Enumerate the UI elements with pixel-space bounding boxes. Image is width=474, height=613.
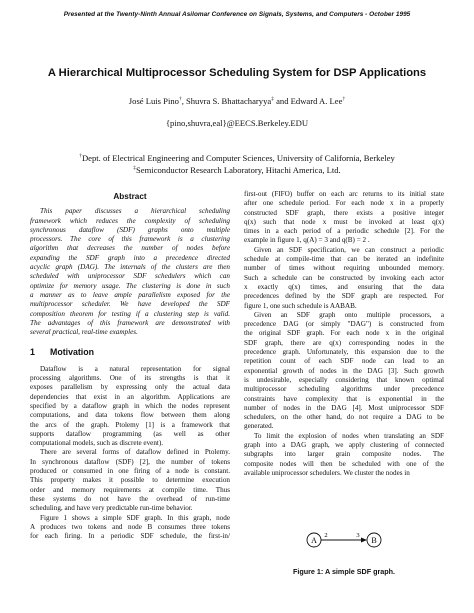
text-line: A produces two tokens and node B consumes three tokens	[30, 522, 230, 531]
text-line: precedences defined by the SDF graph are respected. For	[244, 292, 444, 301]
left-column	[30, 190, 230, 541]
text-line: To limit the explosion of nodes when translating an SDF	[254, 431, 444, 440]
consume-rate-label: 3	[356, 532, 360, 539]
text-line: There are several forms of dataflow defined in Ptolemy.	[40, 448, 230, 457]
produce-rate-label: 2	[324, 532, 328, 539]
text-line: computational models, such as discrete event).	[30, 439, 164, 448]
author-name: Shuvra S. Bhattacharyya	[185, 96, 272, 106]
text-line: composite nodes will then be scheduled with one of the	[244, 459, 444, 468]
paper-title: A Hierarchical Multiprocessor Scheduling System for DSP Applications	[47, 67, 427, 79]
abstract-line: synchronous dataflow (SDF) graphs onto multiple	[30, 225, 230, 234]
author-email: {pino,shuvra,eal}@EECS.Berkeley.EDU	[165, 118, 309, 128]
text-line: Dataflow is a natural representation for signal	[40, 364, 230, 373]
abstract-line: framework which reduces the complexity of scheduling	[30, 216, 230, 225]
abstract-line: a manner as to leave ample parallelism exposed for the	[30, 290, 230, 299]
arrowhead-icon	[361, 538, 367, 543]
affiliation-text: Semiconductor Research Laboratory, Hitachi America, Ltd.	[136, 165, 341, 175]
text-line: computations, and data tokens flow between them along	[30, 411, 230, 420]
text-line: schedule at compile-time that can be iterated an indefinite	[244, 255, 444, 264]
abstract-line: processors. The core of this framework is a clustering	[30, 235, 230, 244]
node-b-label: B	[371, 536, 377, 545]
abstract-line: scheduled with uniprocessor SDF schedulers which can	[30, 272, 230, 281]
text-line: number of times without requiring unbounded memory.	[244, 264, 444, 273]
section-number: 1	[30, 347, 35, 358]
text-line: after one schedule period. For each node x in a properly	[244, 199, 444, 208]
affiliation-mark: †	[79, 153, 82, 160]
text-line: exponential growth of nodes in the DAG [3]. Such growth	[244, 366, 444, 375]
abstract-text	[30, 207, 230, 337]
text-line: precedence DAG (or simply "DAG") is constructed from	[244, 320, 444, 329]
abstract-line: several practical, real-time examples.	[30, 328, 138, 337]
affiliation-mark: †	[178, 96, 182, 103]
text-line: the arcs of the graph. Ptolemy [1] is a framework that	[30, 420, 230, 429]
text-line: multiprocessor scheduling algorithms under precedence	[244, 385, 444, 394]
text-line: first-out (FIFO) buffer on each arc returns to its initial state	[244, 190, 444, 198]
author-separator: ,	[181, 96, 186, 106]
author-separator: and	[273, 96, 291, 106]
abstract-line: The advantages of this framework are demonstrated with	[30, 318, 230, 327]
right-column	[244, 190, 444, 478]
abstract-line: composition theorem for testing if a clustering step is valid.	[30, 309, 230, 318]
abstract-line: multiprocessor scheduler. We have developed the SDF	[30, 300, 230, 309]
abstract-line: This paper discusses a hierarchical scheduling	[40, 207, 230, 216]
abstract-line: optimize for memory usage. The clustering is done in such	[30, 281, 230, 290]
abstract-line: acyclic graph (DAG). The internals of the clusters are then	[30, 263, 230, 272]
text-line: constructed SDF graph, there exists a positive integer	[244, 208, 444, 217]
text-line: figure 1, one such schedule is AABAB.	[244, 301, 357, 310]
text-line: SDF graph, there are q(x) corresponding nodes in the	[244, 338, 444, 347]
text-line: example in figure 1, q(A) = 3 and q(B) = 2 .	[244, 236, 370, 245]
author-list	[0, 96, 474, 106]
affiliation-line	[0, 165, 474, 175]
abstract-heading: Abstract	[113, 192, 147, 201]
text-line: schedulers, on the other hand, do not require a DAG to be	[244, 413, 444, 422]
text-line: order and memory requirements at compile time. Thus	[30, 485, 230, 494]
text-line: precedence graph. Unfortunately, this expansion due to the	[244, 348, 444, 357]
author-name: José Luis Pino	[128, 96, 179, 106]
abstract-line: expanding the SDF graph into a precedence directed	[30, 253, 230, 262]
text-line: produced or consumed in one firing of a node is constant.	[30, 467, 230, 476]
text-line: these systems do not have the overhead of run-time	[30, 494, 230, 503]
text-line: processing algorithms. One of its strengths is that it	[30, 374, 230, 383]
body-text	[30, 365, 230, 542]
affiliation-mark: †	[342, 96, 346, 103]
affiliation-text: Dept. of Electrical Engineering and Computer Sciences, University of California, Berkeley	[81, 153, 395, 163]
text-line: supports dataflow programming (as well as other	[30, 429, 230, 438]
text-line: generated.	[244, 422, 274, 431]
abstract-line: algorithm that decreases the number of nodes before	[30, 244, 230, 253]
sdf-graph-figure	[244, 512, 444, 552]
text-line: the original SDF graph. For each node x in the original	[244, 329, 444, 338]
section-title: Motivation	[50, 347, 94, 358]
author-name: Edward A. Lee	[290, 96, 343, 106]
text-line: dependencies that exist in an algorithm. Applications are	[30, 392, 230, 401]
text-line: subgraphs into larger grain composite nodes. The	[244, 450, 444, 459]
text-line: x exactly q(x) times, and ensuring that the data	[244, 282, 444, 291]
text-line: graph into a DAG graph, we apply clustering of connected	[244, 441, 444, 450]
text-line: for each firing. In a periodic SDF schedule, the first-in/	[30, 532, 230, 541]
text-line: Given an SDF specification, we can construct a periodic	[254, 245, 444, 254]
text-line: Given an SDF graph onto multiple processors, a	[254, 310, 444, 319]
text-line: times in a each period of a periodic schedule [2]. For the	[244, 227, 444, 236]
text-line: This property makes it possible to determine execution	[30, 476, 230, 485]
body-text	[244, 190, 444, 478]
text-line: In synchronous dataflow (SDF) [2], the number of tokens	[30, 457, 230, 466]
text-line: exposes parallelism by expressing only the actual data	[30, 383, 230, 392]
text-line: Such a schedule can be constructed by invoking each actor	[244, 273, 444, 282]
text-line: number of nodes in the DAG [4]. Most uniprocessor SDF	[244, 403, 444, 412]
text-line: scheduling, and have very predictable run-time behavior.	[30, 504, 193, 513]
text-line: available uniprocessor schedulers. We cluster the nodes in	[244, 468, 410, 477]
conference-header: Presented at the Twenty-Ninth Annual Asilomar Conference on Signals, Systems, and Computers - October 1995	[63, 11, 411, 18]
text-line: specified by a dataflow graph in which the nodes represent	[30, 401, 230, 410]
affiliation-mark: ‡	[271, 96, 274, 103]
affiliation-mark: ‡	[133, 165, 137, 172]
text-line: q(x) such that node x must be invoked at least q(x)	[244, 217, 444, 226]
node-a-label: A	[311, 536, 317, 545]
figure-caption: Figure 1: A simple SDF graph.	[292, 567, 396, 576]
text-line: Figure 1 shows a simple SDF graph. In this graph, node	[40, 513, 230, 522]
text-line: repetition count of each SDF node can lead to an	[244, 357, 444, 366]
affiliation-line	[0, 153, 474, 163]
section-heading	[30, 348, 230, 357]
text-line: constraints have complexity that is exponential in the	[244, 394, 444, 403]
text-line: is undesirable, especially considering that known optimal	[244, 375, 444, 384]
